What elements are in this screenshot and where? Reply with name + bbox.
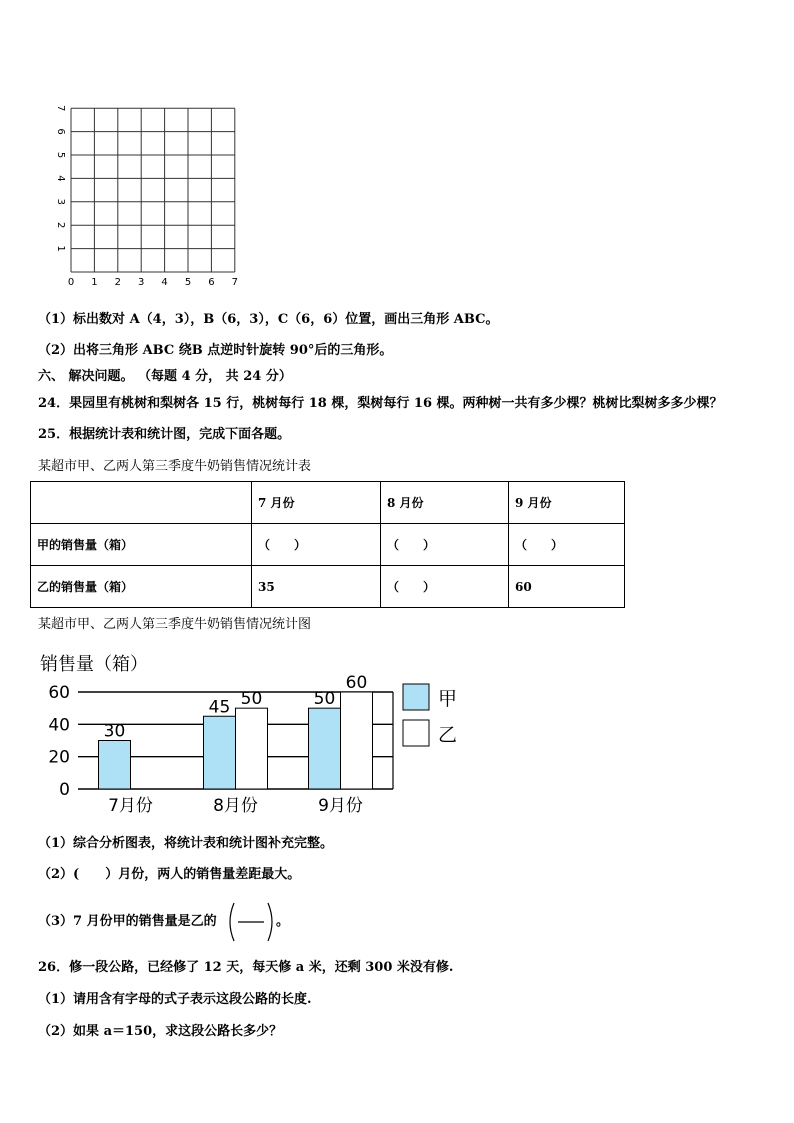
legend-swatch-甲: [403, 684, 429, 710]
grid-x-tick-label: 3: [138, 277, 145, 288]
problem-25-3: （3）7 月份甲的销售量是乙的: [38, 914, 217, 929]
grid-y-tick-label: 7: [55, 105, 66, 112]
grid-x-ticks: [68, 277, 238, 288]
bar-甲-7月份: [99, 741, 131, 790]
table-title: 某超市甲、乙两人第三季度牛奶销售情况统计表: [38, 459, 312, 474]
grid-lines: [71, 108, 235, 272]
section-6-heading: 六、 解决问题。 （每题 4 分， 共 24 分）: [38, 369, 292, 384]
table-header-row: [31, 482, 625, 524]
grid-x-tick-label: 5: [184, 277, 192, 288]
problem-25: 25．根据统计表和统计图，完成下面各题。: [38, 427, 291, 442]
bar-甲-9月份: [309, 708, 341, 789]
grid-x-tick-label: 2: [114, 277, 121, 288]
grid-y-tick-label: 3: [55, 198, 66, 205]
grid-x-tick-label: 7: [231, 277, 238, 288]
grid-y-tick-label: 2: [55, 222, 66, 229]
grid-y-ticks: [55, 105, 66, 252]
table-row: [31, 524, 625, 566]
bar-乙-9月份: [341, 692, 373, 789]
table-blank-cell[interactable]: （ ）: [381, 524, 509, 566]
grid-y-tick-label: 4: [55, 175, 66, 182]
chart-x-tick-label: 8月份: [213, 796, 258, 816]
bar-data-label: 50: [313, 689, 336, 710]
chart-x-tick-label: 7月份: [108, 796, 153, 816]
chart-y-tick-label: 0: [59, 780, 70, 800]
grid-x-tick-label: 1: [91, 277, 98, 288]
grid-y-tick-label: 5: [55, 151, 66, 159]
grid-x-tick-label: 4: [161, 277, 168, 288]
bar-data-label: 30: [103, 721, 126, 742]
grid-x-tick-label: 6: [208, 277, 215, 288]
chart-y-tick-label: 60: [48, 683, 70, 703]
chart-y-tick-label: 40: [48, 715, 70, 736]
table-header-cell: 7 月份: [252, 482, 381, 524]
question-2: （2）出将三角形 ABC 绕B 点逆时针旋转 90°后的三角形。: [38, 343, 393, 358]
table-row-label: 乙的销售量（箱）: [31, 566, 252, 608]
legend-swatch-乙: [403, 720, 429, 746]
table-blank-cell[interactable]: （ ）: [509, 524, 625, 566]
problem-24: 24．果园里有桃树和梨树各 15 行，桃树每行 18 棵，梨树每行 16 棵。两种树一共有多少棵？桃树比梨树多多少棵？: [38, 396, 723, 411]
bar-乙-8月份: [236, 708, 268, 789]
legend-label: 乙: [438, 724, 458, 746]
grid-y-tick-label: 1: [55, 245, 66, 252]
problem-26-2: （2）如果 a＝150，求这段公路长多少？: [38, 1024, 283, 1039]
legend-label: 甲: [438, 688, 458, 710]
bar-data-label: 50: [240, 689, 263, 710]
table-blank-cell[interactable]: （ ）: [381, 566, 509, 608]
problem-26: 26．修一段公路，已经修了 12 天，每天修 a 米，还剩 300 米没有修.: [38, 960, 454, 975]
bar-data-label: 45: [208, 697, 231, 718]
grid-x-tick-label: 0: [67, 277, 75, 288]
table-header-cell: 9 月份: [509, 482, 625, 524]
problem-25-3-end: 。: [276, 914, 290, 929]
fraction-answer-blank[interactable]: [226, 901, 276, 943]
table-row-label: 甲的销售量（箱）: [31, 524, 252, 566]
problem-25-2: （2）( ）月份，两人的销售量差距最大。: [38, 867, 301, 882]
table-cell: 60: [509, 566, 625, 608]
table-row: [31, 566, 625, 608]
question-1: （1）标出数对 A（4，3），B（6，3），C（6，6）位置，画出三角形 ABC。: [38, 312, 499, 327]
table-header-cell: 8 月份: [381, 482, 509, 524]
statistics-table: [30, 481, 625, 608]
chart-y-tick-label: 20: [48, 747, 70, 768]
sales-bar-chart: [30, 650, 470, 820]
chart-x-tick-label: 9月份: [318, 796, 363, 816]
table-header-cell: [31, 482, 252, 524]
problem-26-1: （1）请用含有字母的式子表示这段公路的长度.: [38, 992, 312, 1007]
chart-y-axis-label: 销售量（箱）: [40, 654, 148, 675]
bar-甲-8月份: [204, 716, 236, 789]
coordinate-grid[interactable]: [48, 100, 248, 290]
table-cell: 35: [252, 566, 381, 608]
table-blank-cell[interactable]: （ ）: [252, 524, 381, 566]
bar-data-label: 60: [345, 673, 368, 693]
chart-caption: 某超市甲、乙两人第三季度牛奶销售情况统计图: [38, 617, 312, 632]
grid-y-tick-label: 6: [55, 128, 66, 135]
problem-25-1: （1）综合分析图表，将统计表和统计图补充完整。: [38, 836, 334, 851]
